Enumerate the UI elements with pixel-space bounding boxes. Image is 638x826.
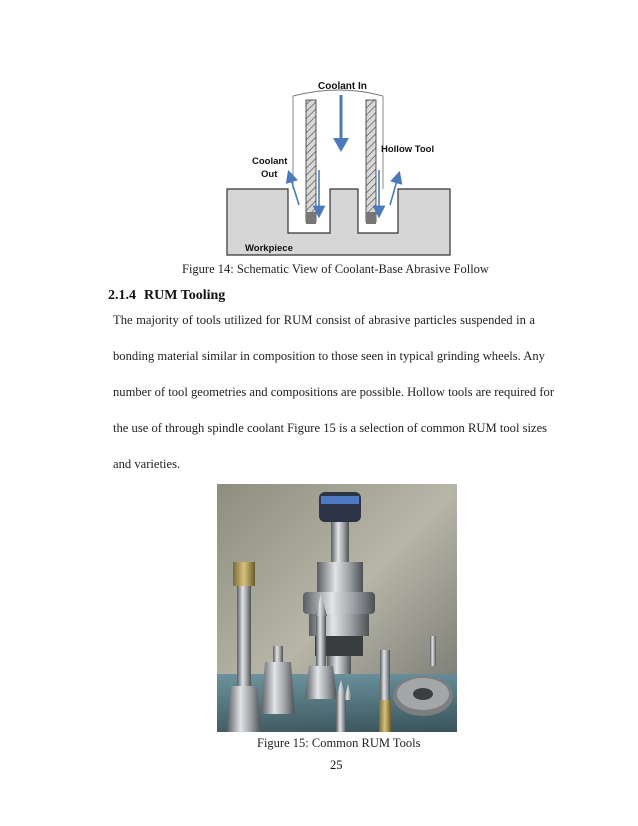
tool-wall-left	[306, 100, 316, 222]
page-number: 25	[330, 758, 343, 772]
figure-15-caption: Figure 15: Common RUM Tools	[257, 736, 421, 750]
tool-wall-right	[366, 100, 376, 222]
figure-14-schematic	[0, 0, 638, 260]
flow-arrow-up-right	[390, 177, 398, 205]
label-workpiece: Workpiece	[245, 243, 293, 254]
label-coolant-out-1: Coolant	[252, 156, 288, 167]
paragraph-line: number of tool geometries and compositions are possible. Hollow tools are required for	[113, 385, 555, 399]
paragraph-line: the use of through spindle coolant Figure 15 is a selection of common RUM tool sizes	[113, 421, 548, 435]
label-coolant-out-2: Out	[261, 169, 278, 180]
paragraph-line: bonding material similar in composition to those seen in typical grinding wheels. Any	[113, 349, 545, 363]
section-heading	[108, 288, 225, 304]
figure-15-photo	[217, 484, 457, 732]
paragraph-line: The majority of tools utilized for RUM consist of abrasive particles suspended in a	[113, 313, 535, 327]
flow-arrow-up-left	[290, 176, 299, 205]
paragraph-line: and varieties.	[113, 457, 181, 471]
label-coolant-in: Coolant In	[318, 81, 367, 92]
figure-14-caption: Figure 14: Schematic View of Coolant-Base Abrasive Follow	[182, 262, 489, 276]
label-hollow-tool: Hollow Tool	[381, 144, 435, 155]
section-number: 2.1.4	[108, 288, 136, 303]
section-title: RUM Tooling	[144, 288, 226, 303]
